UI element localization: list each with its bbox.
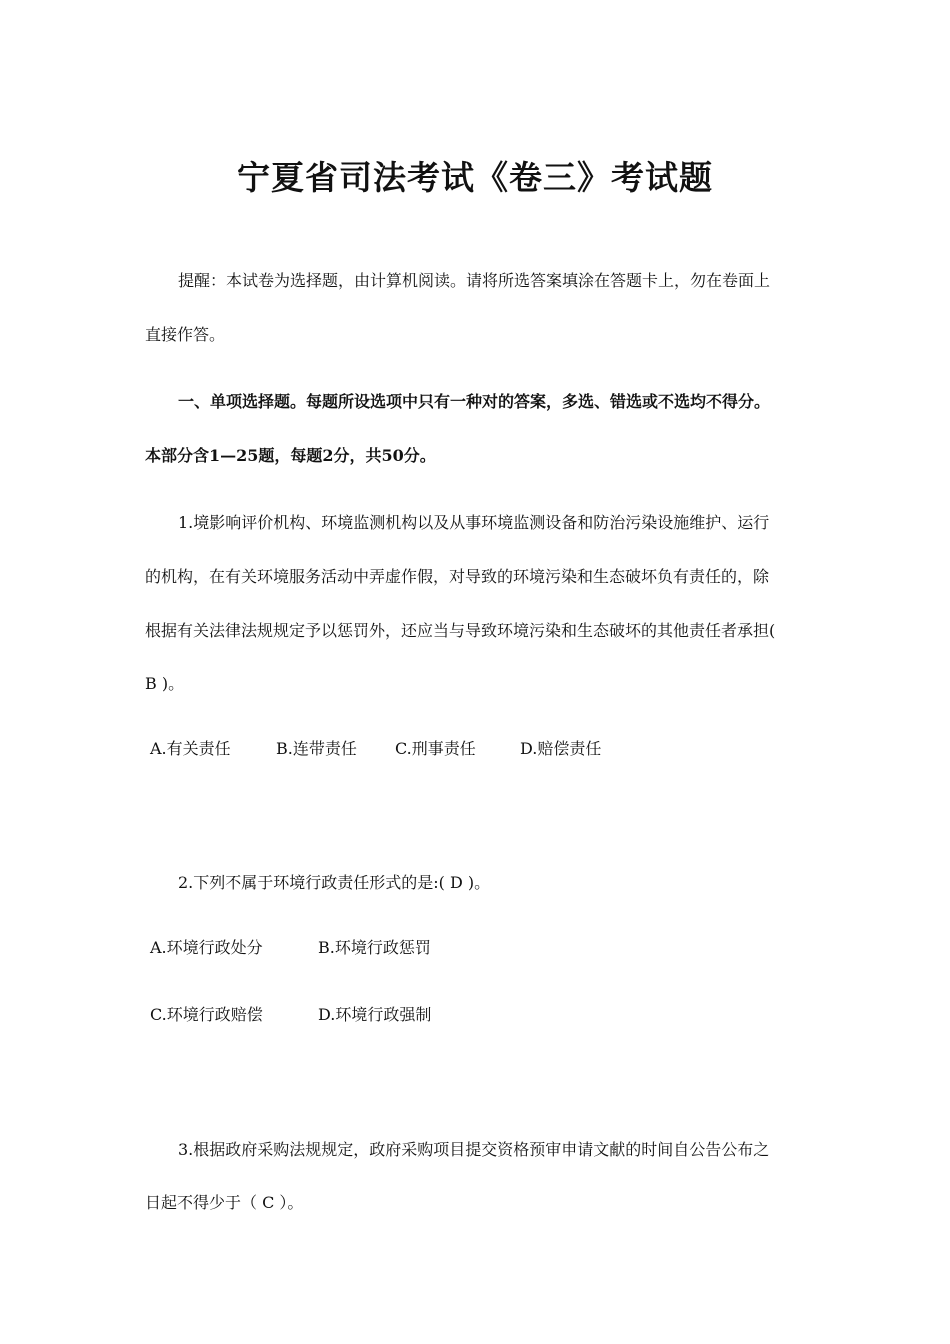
question-2-option-a: A.环境行政处分 xyxy=(150,938,263,957)
question-3-line-2: 日起不得少于（ C ）。 xyxy=(145,1193,304,1212)
question-1-option-a: A.有关责任 xyxy=(150,739,231,758)
notice-line-1: 提醒：本试卷为选择题，由计算机阅读。请将所选答案填涂在答题卡上，勿在卷面上 xyxy=(178,271,771,290)
question-2-option-c: C.环境行政赔偿 xyxy=(150,1005,263,1024)
question-1-line-4: B )。 xyxy=(145,674,185,693)
section-heading-line-2: 本部分含1—25题，每题2分，共50分。 xyxy=(145,446,436,465)
question-1-option-d: D.赔偿责任 xyxy=(520,739,602,758)
question-2-option-d: D.环境行政强制 xyxy=(318,1005,432,1024)
question-1-line-3: 根据有关法律法规规定予以惩罚外，还应当与导致环境污染和生态破坏的其他责任者承担( xyxy=(145,621,776,640)
question-3-line-1: 3.根据政府采购法规规定，政府采购项目提交资格预审申请文献的时间自公告公布之 xyxy=(178,1140,770,1159)
question-1-option-b: B.连带责任 xyxy=(276,739,357,758)
question-1-line-2: 的机构，在有关环境服务活动中弄虚作假，对导致的环境污染和生态破坏负有责任的，除 xyxy=(145,567,770,586)
question-1-line-1: 1.境影响评价机构、环境监测机构以及从事环境监测设备和防治污染设施维护、运行 xyxy=(178,513,770,532)
page-title: 宁夏省司法考试《卷三》考试题 xyxy=(237,158,713,197)
question-1-option-c: C.刑事责任 xyxy=(395,739,476,758)
section-heading-line-1: 一、单项选择题。每题所设选项中只有一种对的答案，多选、错选或不选均不得分。 xyxy=(178,392,771,411)
question-2-line-1: 2.下列不属于环境行政责任形式的是:( D )。 xyxy=(178,873,491,892)
question-2-option-b: B.环境行政惩罚 xyxy=(318,938,431,957)
notice-line-2: 直接作答。 xyxy=(145,325,226,344)
